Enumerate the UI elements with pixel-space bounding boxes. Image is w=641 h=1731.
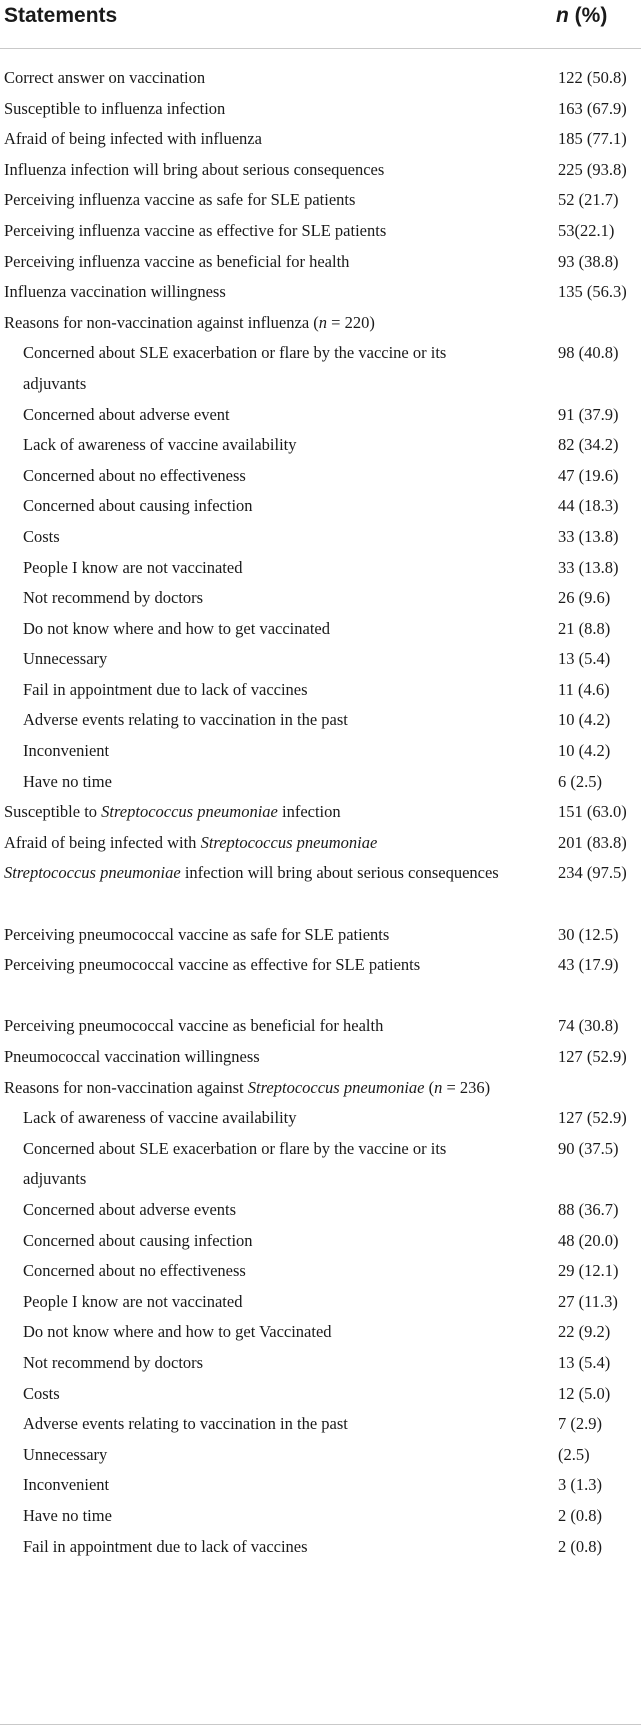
statement-text: infection will bring about serious consequences bbox=[180, 863, 499, 883]
table-row bbox=[0, 155, 641, 186]
statement-text: Perceiving pneumococcal vaccine as effective for SLE patients bbox=[4, 955, 421, 975]
table-subrow bbox=[0, 1348, 641, 1379]
table-subrow bbox=[0, 1409, 641, 1440]
row-value: 7 (2.9) bbox=[558, 1414, 602, 1434]
statement-text: Unnecessary bbox=[23, 1444, 108, 1464]
table-row bbox=[0, 308, 641, 339]
table-row bbox=[0, 1073, 641, 1104]
statement-text: Reasons for non-vaccination against influenza ( bbox=[4, 312, 319, 332]
row-value: 127 (52.9) bbox=[558, 1108, 627, 1128]
table-subrow bbox=[0, 461, 641, 492]
statement-text: infection bbox=[277, 802, 341, 822]
statement-text: Lack of awareness of vaccine availability bbox=[23, 1108, 297, 1128]
row-statement bbox=[23, 736, 493, 767]
statement-text: Inconvenient bbox=[23, 1475, 110, 1495]
table-subrow bbox=[0, 644, 641, 675]
row-value: 185 (77.1) bbox=[558, 129, 627, 149]
statement-text: Perceiving pneumococcal vaccine as safe for SLE patients bbox=[4, 924, 390, 944]
statement-text: ( bbox=[424, 1077, 435, 1097]
row-value: 10 (4.2) bbox=[558, 710, 611, 730]
statement-text: Concerned about causing infection bbox=[23, 1230, 253, 1250]
header-statements: Statements bbox=[4, 4, 118, 27]
row-value: 27 (11.3) bbox=[558, 1291, 618, 1311]
statement-text: n bbox=[434, 1077, 443, 1097]
row-value: 2 (0.8) bbox=[558, 1536, 602, 1556]
table-subrow bbox=[0, 1532, 641, 1563]
statement-text: Influenza infection will bring about serious consequences bbox=[4, 159, 385, 179]
row-statement bbox=[4, 124, 534, 155]
row-value: 43 (17.9) bbox=[558, 955, 619, 975]
statement-text: Concerned about SLE exacerbation or flare by the vaccine or its adjuvants bbox=[23, 1138, 447, 1189]
row-value: 11 (4.6) bbox=[558, 679, 610, 699]
row-value: 12 (5.0) bbox=[558, 1383, 611, 1403]
table-subrow bbox=[0, 675, 641, 706]
row-statement bbox=[23, 1134, 493, 1195]
row-value: 98 (40.8) bbox=[558, 343, 619, 363]
statement-text: Not recommend by doctors bbox=[23, 588, 204, 608]
statement-text: People I know are not vaccinated bbox=[23, 1291, 243, 1311]
statement-text: Streptococcus pneumoniae bbox=[200, 832, 378, 852]
table-subrow bbox=[0, 767, 641, 798]
row-statement bbox=[4, 797, 534, 828]
row-statement bbox=[4, 1042, 534, 1073]
row-statement bbox=[4, 277, 534, 308]
row-statement bbox=[23, 614, 493, 645]
row-statement bbox=[4, 1011, 534, 1042]
table-subrow bbox=[0, 1501, 641, 1532]
row-value: 2 (0.8) bbox=[558, 1505, 602, 1525]
row-statement bbox=[23, 767, 493, 798]
table-subrow bbox=[0, 583, 641, 614]
row-value: 74 (30.8) bbox=[558, 1016, 619, 1036]
row-value: 33 (13.8) bbox=[558, 526, 619, 546]
statement-text: Costs bbox=[23, 1383, 60, 1403]
row-statement bbox=[4, 858, 534, 889]
row-statement bbox=[23, 1256, 493, 1287]
table-row bbox=[0, 94, 641, 125]
statement-text: Lack of awareness of vaccine availability bbox=[23, 435, 297, 455]
row-value: 135 (56.3) bbox=[558, 282, 627, 302]
table-row bbox=[0, 950, 641, 1011]
statement-text: People I know are not vaccinated bbox=[23, 557, 243, 577]
statement-text: n bbox=[318, 312, 328, 332]
row-value: 3 (1.3) bbox=[558, 1475, 602, 1495]
statement-text: Perceiving influenza vaccine as effective for SLE patients bbox=[4, 220, 387, 240]
table-row bbox=[0, 858, 641, 919]
table-row bbox=[0, 277, 641, 308]
statement-text: Streptococcus pneumoniae bbox=[247, 1077, 425, 1097]
statement-text: Unnecessary bbox=[23, 649, 108, 669]
statement-text: Perceiving influenza vaccine as beneficial for health bbox=[4, 251, 350, 271]
row-value: 163 (67.9) bbox=[558, 98, 627, 118]
statement-text: Perceiving pneumococcal vaccine as beneficial for health bbox=[4, 1016, 384, 1036]
statement-text: Do not know where and how to get vaccinated bbox=[23, 618, 330, 638]
row-statement bbox=[23, 1103, 493, 1134]
row-statement bbox=[4, 63, 534, 94]
statement-text: Have no time bbox=[23, 1505, 112, 1525]
statement-text: Adverse events relating to vaccination in the past bbox=[23, 1414, 348, 1434]
table-row bbox=[0, 124, 641, 155]
row-value: 88 (36.7) bbox=[558, 1199, 619, 1219]
row-statement bbox=[23, 583, 493, 614]
table-subrow bbox=[0, 1134, 641, 1195]
statement-text: Do not know where and how to get Vaccinated bbox=[23, 1322, 332, 1342]
row-statement bbox=[4, 155, 534, 186]
table-header bbox=[0, 0, 641, 49]
row-statement bbox=[4, 950, 534, 981]
row-value: 225 (93.8) bbox=[558, 159, 627, 179]
statement-text: = 236) bbox=[442, 1077, 491, 1097]
row-value: (2.5) bbox=[558, 1444, 590, 1464]
row-statement bbox=[4, 247, 534, 278]
header-percent: (%) bbox=[568, 4, 608, 27]
row-statement bbox=[23, 338, 493, 399]
statement-text: Streptococcus pneumoniae bbox=[101, 802, 278, 822]
row-value: 29 (12.1) bbox=[558, 1261, 619, 1281]
row-statement bbox=[23, 644, 493, 675]
statement-text: Adverse events relating to vaccination in the past bbox=[23, 710, 348, 730]
table-bottom-rule bbox=[0, 1724, 641, 1725]
row-value: 26 (9.6) bbox=[558, 588, 611, 608]
row-statement bbox=[23, 1470, 493, 1501]
table-subrow bbox=[0, 1379, 641, 1410]
row-statement bbox=[4, 94, 534, 125]
table-row bbox=[0, 63, 641, 94]
statement-text: Influenza vaccination willingness bbox=[4, 282, 226, 302]
table-subrow bbox=[0, 338, 641, 399]
row-statement bbox=[23, 1532, 493, 1563]
table-row bbox=[0, 797, 641, 828]
row-value: 44 (18.3) bbox=[558, 496, 619, 516]
table-subrow bbox=[0, 1256, 641, 1287]
table-subrow bbox=[0, 491, 641, 522]
row-statement bbox=[23, 430, 493, 461]
row-statement bbox=[4, 920, 534, 951]
row-value: 93 (38.8) bbox=[558, 251, 619, 271]
row-statement bbox=[23, 1348, 493, 1379]
header-n-percent bbox=[556, 4, 607, 28]
row-value: 21 (8.8) bbox=[558, 618, 611, 638]
statement-text: Concerned about adverse events bbox=[23, 1199, 237, 1219]
statement-text: Concerned about adverse event bbox=[23, 404, 230, 424]
row-statement bbox=[23, 1440, 493, 1471]
row-value: 201 (83.8) bbox=[558, 832, 627, 852]
row-statement bbox=[4, 185, 534, 216]
table-subrow bbox=[0, 1470, 641, 1501]
row-value: 48 (20.0) bbox=[558, 1230, 619, 1250]
row-value: 33 (13.8) bbox=[558, 557, 619, 577]
table-row bbox=[0, 247, 641, 278]
row-value: 22 (9.2) bbox=[558, 1322, 611, 1342]
row-statement bbox=[23, 1287, 493, 1318]
row-value: 30 (12.5) bbox=[558, 924, 619, 944]
table-subrow bbox=[0, 705, 641, 736]
table-row bbox=[0, 828, 641, 859]
table-subrow bbox=[0, 1317, 641, 1348]
statement-text: Concerned about no effectiveness bbox=[23, 465, 246, 485]
statement-text: Costs bbox=[23, 526, 60, 546]
statement-text: Pneumococcal vaccination willingness bbox=[4, 1047, 260, 1066]
row-value: 10 (4.2) bbox=[558, 741, 611, 761]
row-value: 122 (50.8) bbox=[558, 68, 627, 87]
row-statement bbox=[23, 553, 493, 584]
statement-text: Concerned about SLE exacerbation or flare by the vaccine or its adjuvants bbox=[23, 343, 447, 393]
table-subrow bbox=[0, 614, 641, 645]
row-statement bbox=[23, 1195, 493, 1226]
table-row bbox=[0, 920, 641, 951]
row-statement bbox=[4, 828, 534, 859]
row-value: 13 (5.4) bbox=[558, 1352, 611, 1372]
row-value: 151 (63.0) bbox=[558, 802, 627, 822]
row-statement bbox=[23, 1501, 493, 1532]
statement-text: Fail in appointment due to lack of vaccines bbox=[23, 1536, 308, 1556]
row-statement bbox=[4, 308, 534, 339]
statement-text: Concerned about causing infection bbox=[23, 496, 253, 516]
table-row bbox=[0, 216, 641, 247]
row-value: 13 (5.4) bbox=[558, 649, 611, 669]
table-subrow bbox=[0, 1226, 641, 1257]
row-statement bbox=[4, 216, 534, 247]
statement-text: Have no time bbox=[23, 771, 112, 791]
statement-text: Fail in appointment due to lack of vaccines bbox=[23, 679, 308, 699]
statement-text: Perceiving influenza vaccine as safe for SLE patients bbox=[4, 190, 356, 210]
row-value: 90 (37.5) bbox=[558, 1138, 619, 1158]
statement-text: Concerned about no effectiveness bbox=[23, 1261, 246, 1281]
statement-text: Correct answer on vaccination bbox=[4, 68, 206, 87]
row-value: 91 (37.9) bbox=[558, 404, 619, 424]
row-statement bbox=[23, 1409, 493, 1440]
table-subrow bbox=[0, 1103, 641, 1134]
table-subrow bbox=[0, 1195, 641, 1226]
statement-text: Not recommend by doctors bbox=[23, 1352, 204, 1372]
row-statement bbox=[23, 1379, 493, 1410]
row-value: 52 (21.7) bbox=[558, 190, 619, 210]
table-row bbox=[0, 185, 641, 216]
statement-text: Inconvenient bbox=[23, 741, 110, 761]
row-value: 82 (34.2) bbox=[558, 435, 619, 455]
row-statement bbox=[23, 491, 493, 522]
row-statement bbox=[23, 400, 493, 431]
row-value: 6 (2.5) bbox=[558, 771, 602, 791]
row-statement bbox=[23, 1317, 493, 1348]
table-subrow bbox=[0, 736, 641, 767]
statement-text: = 220) bbox=[327, 312, 375, 332]
table-row bbox=[0, 1042, 641, 1073]
table-subrow bbox=[0, 1440, 641, 1471]
row-statement bbox=[23, 1226, 493, 1257]
statement-text: Streptococcus pneumoniae bbox=[4, 863, 181, 883]
table-subrow bbox=[0, 430, 641, 461]
statement-text: Susceptible to bbox=[4, 802, 102, 822]
row-statement bbox=[23, 522, 493, 553]
row-value: 127 (52.9) bbox=[558, 1047, 627, 1066]
row-statement bbox=[4, 1073, 534, 1104]
row-value: 234 (97.5) bbox=[558, 863, 627, 883]
row-statement bbox=[23, 705, 493, 736]
table-row bbox=[0, 1011, 641, 1042]
table-subrow bbox=[0, 1287, 641, 1318]
header-n-symbol: n bbox=[556, 4, 569, 27]
row-value: 53(22.1) bbox=[558, 220, 615, 240]
statement-text: Afraid of being infected with bbox=[4, 832, 201, 852]
row-value: 47 (19.6) bbox=[558, 465, 619, 485]
table-body bbox=[0, 63, 641, 1562]
row-statement bbox=[23, 461, 493, 492]
table-subrow bbox=[0, 522, 641, 553]
table-subrow bbox=[0, 553, 641, 584]
statement-text: Afraid of being infected with influenza bbox=[4, 129, 262, 149]
table-subrow bbox=[0, 400, 641, 431]
statement-text: Reasons for non-vaccination against bbox=[4, 1077, 248, 1097]
row-statement bbox=[23, 675, 493, 706]
statement-text: Susceptible to influenza infection bbox=[4, 98, 226, 118]
